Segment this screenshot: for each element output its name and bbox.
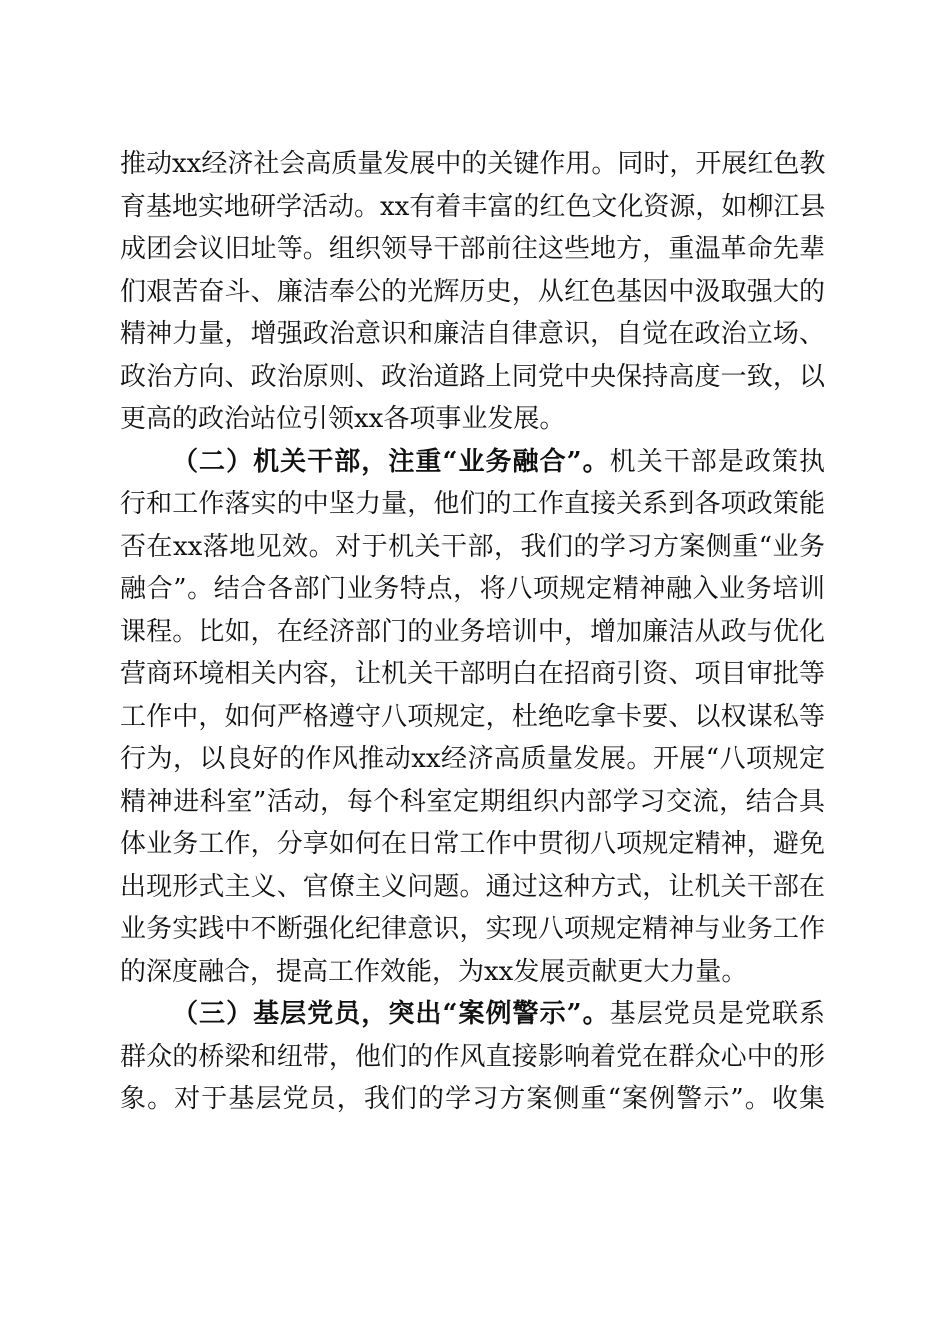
text-line: 业务实践中不断强化纪律意识，实现八项规定精神与业务工作 <box>120 914 825 944</box>
text-line: 出现形式主义、官僚主义问题。通过这种方式，让机关干部在 <box>120 871 825 902</box>
paragraph-2 <box>120 441 825 994</box>
section-lead-text: 机关干部是政策执 <box>609 446 825 477</box>
text-line: 群众的桥梁和纽带，他们的作风直接影响着党在群众心中的形 <box>120 1041 825 1072</box>
text-line <box>120 441 825 484</box>
text-line: 政治方向、政治原则、政治道路上同党中央保持高度一致，以 <box>120 361 825 392</box>
text-line: 精神力量，增强政治意识和廉洁自律意识，自觉在政治立场、 <box>120 319 825 349</box>
paragraph-3 <box>120 993 825 1121</box>
text-line: 营商环境相关内容，让机关干部明白在招商引资、项目审批等 <box>120 659 825 689</box>
section-heading: （三）基层党员，突出“案例警示”。 <box>172 999 610 1029</box>
text-line: 更高的政治站位引领xx各项事业发展。 <box>120 404 566 434</box>
text-line: 行为，以良好的作风推动xx经济高质量发展。开展“八项规定 <box>120 744 825 774</box>
text-line <box>120 993 825 1036</box>
document-body <box>120 143 825 1121</box>
text-line: 体业务工作，分享如何在日常工作中贯彻八项规定精神，避免 <box>120 829 825 859</box>
section-lead-text: 基层党员是党联系 <box>609 999 825 1029</box>
section-heading: （二）机关干部，注重“业务融合”。 <box>172 446 610 477</box>
text-line: 的深度融合，提高工作效能，为xx发展贡献更大力量。 <box>120 956 748 987</box>
text-line: 成团会议旧址等。组织领导干部前往这些地方，重温革命先辈 <box>120 234 825 264</box>
text-line: 行和工作落实的中坚力量，他们的工作直接关系到各项政策能 <box>120 489 825 519</box>
paragraph-1 <box>120 143 825 441</box>
text-line: 课程。比如，在经济部门的业务培训中，增加廉洁从政与优化 <box>120 616 825 647</box>
text-line: 精神进科室”活动，每个科室定期组织内部学习交流，结合具 <box>120 786 825 817</box>
text-line: 们艰苦奋斗、廉洁奉公的光辉历史，从红色基因中汲取强大的 <box>120 276 825 307</box>
text-line: 融合”。结合各部门业务特点，将八项规定精神融入业务培训 <box>120 574 825 604</box>
text-line: 育基地实地研学活动。xx有着丰富的红色文化资源，如柳江县 <box>120 191 825 222</box>
text-line: 否在xx落地见效。对于机关干部，我们的学习方案侧重“业务 <box>120 531 825 562</box>
text-line: 象。对于基层党员，我们的学习方案侧重“案例警示”。收集 <box>120 1084 825 1114</box>
text-line: 工作中，如何严格遵守八项规定，杜绝吃拿卡要、以权谋私等 <box>120 701 825 732</box>
text-line: 推动xx经济社会高质量发展中的关键作用。同时，开展红色教 <box>120 149 825 179</box>
